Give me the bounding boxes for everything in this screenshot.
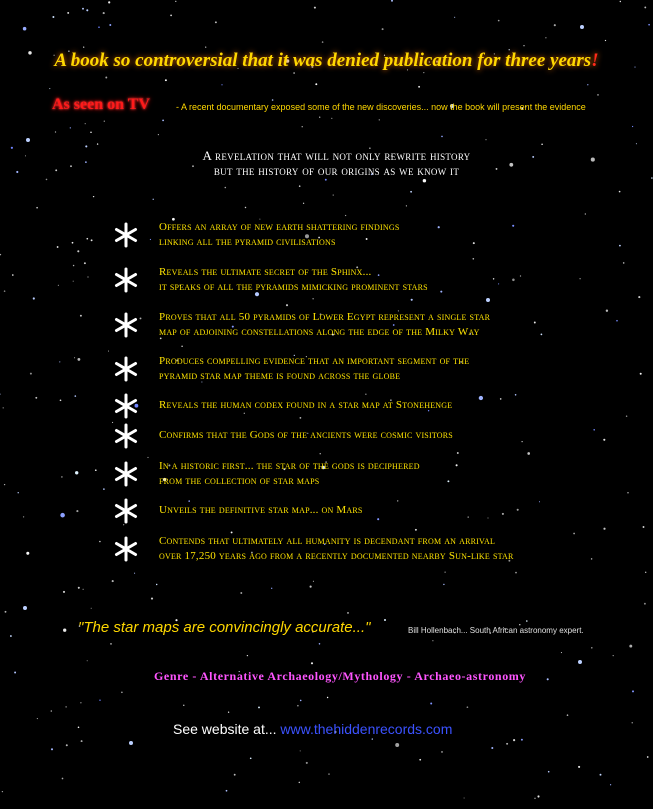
- star-dot: [345, 215, 346, 216]
- star-dot: [240, 592, 242, 594]
- star-dot: [537, 795, 539, 797]
- star-dot: [4, 290, 6, 292]
- star-dot: [430, 703, 432, 705]
- star-dot: [473, 258, 475, 260]
- star-dot: [83, 46, 84, 47]
- website-link[interactable]: www.thehiddenrecords.com: [280, 721, 453, 737]
- star-dot: [67, 12, 69, 14]
- headline: [0, 50, 653, 72]
- star-dot: [597, 94, 599, 96]
- star-dot: [165, 79, 167, 81]
- star-dot: [299, 185, 301, 187]
- star-dot: [110, 643, 112, 645]
- feature-line: Produces compelling evidence that an important segment of the: [159, 355, 470, 367]
- star-dot: [395, 743, 399, 747]
- star-dot: [77, 358, 80, 361]
- star-dot: [613, 655, 614, 656]
- star-dot: [30, 373, 32, 375]
- star-dot: [391, 0, 393, 2]
- star-dot: [306, 762, 308, 764]
- star-dot: [310, 586, 312, 588]
- star-dot: [33, 297, 35, 299]
- star-dot: [272, 99, 274, 101]
- star-dot: [87, 660, 88, 661]
- star-dot: [623, 262, 625, 264]
- star-dot: [75, 471, 78, 474]
- star-icon: [113, 312, 139, 338]
- star-dot: [629, 645, 632, 648]
- star-dot: [578, 766, 580, 768]
- star-dot: [300, 417, 302, 419]
- star-dot: [57, 246, 59, 248]
- feature-item: [159, 428, 629, 443]
- review-quote: "The star maps are convincingly accurate...": [78, 619, 371, 636]
- star-dot: [441, 751, 443, 753]
- feature-item: [159, 354, 629, 384]
- star-dot: [523, 45, 524, 46]
- star-dot: [300, 750, 301, 751]
- star-dot: [162, 120, 164, 122]
- star-icon: [113, 423, 139, 449]
- star-dot: [63, 629, 66, 632]
- star-dot: [644, 6, 646, 8]
- bright-star: [129, 741, 133, 745]
- feature-line: Offers an array of new earth shattering findings: [159, 221, 400, 233]
- star-dot: [58, 285, 59, 286]
- star-dot: [36, 207, 38, 209]
- bright-star: [486, 298, 490, 302]
- star-dot: [51, 748, 53, 750]
- genre-line: Genre - Alternative Archaeology/Mythology - Archaeo-astronomy: [154, 669, 526, 683]
- star-dot: [333, 195, 334, 196]
- star-dot: [527, 452, 530, 455]
- star-dot: [0, 254, 1, 255]
- star-dot: [498, 20, 500, 22]
- star-dot: [86, 238, 88, 240]
- headline-text: A book so controversial that it was denied publication for three years: [54, 50, 592, 71]
- star-dot: [5, 611, 7, 613]
- star-dot: [170, 14, 172, 16]
- documentary-note: - A recent documentary exposed some of the new discoveries... now the book will present the evidence: [176, 102, 586, 112]
- star-dot: [526, 620, 528, 622]
- star-dot: [63, 591, 65, 593]
- website-label: See website at...: [173, 721, 277, 737]
- star-dot: [74, 357, 75, 358]
- star-dot: [85, 123, 86, 124]
- star-dot: [2, 791, 3, 792]
- star-dot: [108, 351, 109, 352]
- feature-line: Contends that ultimately all humanity is decendant from an arrival: [159, 535, 496, 547]
- star-dot: [10, 635, 12, 637]
- star-dot: [377, 518, 379, 520]
- bright-star: [578, 660, 582, 664]
- star-dot: [600, 774, 602, 776]
- star-dot: [51, 710, 53, 712]
- feature-item: [159, 310, 629, 340]
- revelation-line-1: A revelation that will not only rewrite history: [202, 148, 471, 163]
- star-dot: [83, 589, 84, 590]
- as-seen-on-tv-label: As seen on TV: [52, 96, 150, 113]
- star-dot: [513, 739, 515, 741]
- star-dot: [286, 304, 288, 306]
- star-dot: [247, 655, 248, 656]
- star-dot: [632, 690, 634, 692]
- star-dot: [23, 27, 27, 31]
- star-dot: [35, 397, 37, 399]
- star-dot: [322, 41, 324, 43]
- star-dot: [72, 242, 74, 244]
- feature-line: over 17,250 years ago from a recently documented nearby Sun-like star: [159, 550, 514, 562]
- star-dot: [80, 702, 81, 703]
- star-dot: [441, 136, 443, 138]
- star-dot: [93, 196, 94, 197]
- star-dot: [534, 798, 535, 799]
- revelation-heading: [0, 148, 653, 178]
- feature-item: [159, 220, 629, 250]
- star-dot: [644, 603, 646, 605]
- star-dot: [91, 239, 93, 241]
- star-dot: [95, 469, 97, 471]
- star-dot: [84, 262, 86, 264]
- star-dot: [12, 274, 14, 276]
- star-dot: [548, 771, 550, 773]
- star-dot: [59, 361, 60, 362]
- star-dot: [188, 500, 190, 502]
- feature-line: it speaks of all the pyramids mimicking prominent stars: [159, 281, 428, 293]
- feature-item: [159, 459, 629, 489]
- star-dot: [382, 28, 384, 30]
- star-dot: [78, 727, 80, 729]
- star-icon: [113, 267, 139, 293]
- website-line: [173, 721, 452, 737]
- star-dot: [561, 652, 562, 653]
- star-dot: [151, 598, 153, 600]
- star-dot: [491, 747, 493, 749]
- star-dot: [406, 205, 407, 206]
- star-dot: [297, 705, 299, 707]
- star-dot: [103, 12, 105, 14]
- star-dot: [619, 191, 621, 193]
- feature-line: Proves that all 50 pyramids of Lower Egypt represent a single star: [159, 311, 491, 323]
- star-dot: [521, 739, 523, 741]
- star-dot: [632, 722, 633, 723]
- star-dot: [320, 453, 321, 454]
- star-dot: [384, 619, 386, 621]
- star-dot: [153, 199, 154, 200]
- star-dot: [554, 24, 556, 26]
- star-dot: [61, 476, 63, 478]
- feature-line: Reveals the ultimate secret of the Sphinx...: [159, 266, 372, 278]
- star-dot: [103, 488, 105, 490]
- star-dot: [293, 72, 295, 74]
- star-dot: [112, 580, 114, 582]
- star-dot: [60, 513, 65, 518]
- star-dot: [76, 510, 78, 512]
- star-dot: [123, 524, 124, 525]
- feature-item: [159, 534, 629, 564]
- star-dot: [134, 573, 135, 574]
- star-icon: [113, 536, 139, 562]
- star-dot: [603, 528, 605, 530]
- star-dot: [271, 588, 272, 589]
- star-dot: [73, 265, 75, 267]
- star-dot: [506, 743, 508, 745]
- star-dot: [638, 296, 640, 298]
- star-dot: [60, 399, 62, 401]
- star-dot: [643, 526, 645, 528]
- star-dot: [37, 718, 38, 719]
- star-dot: [372, 738, 373, 739]
- star-dot: [234, 774, 236, 776]
- star-dot: [49, 88, 50, 89]
- star-dot: [303, 203, 304, 204]
- star-dot: [18, 492, 19, 493]
- star-dot: [90, 131, 92, 133]
- star-dot: [26, 552, 29, 555]
- feature-line: Unveils the definitive star map... on Mars: [159, 504, 363, 516]
- star-dot: [99, 699, 100, 700]
- star-dot: [319, 643, 321, 645]
- star-dot: [65, 706, 66, 707]
- star-dot: [77, 250, 79, 252]
- star-dot: [379, 119, 380, 120]
- star-dot: [221, 84, 222, 85]
- star-dot: [156, 584, 157, 585]
- star-dot: [300, 700, 302, 702]
- star-dot: [258, 706, 260, 708]
- revelation-line-2: but the history of our origins as we know it: [213, 163, 460, 178]
- star-dot: [411, 299, 413, 301]
- star-dot: [86, 9, 88, 11]
- star-dot: [70, 127, 71, 128]
- star-dot: [46, 179, 48, 181]
- star-dot: [315, 83, 317, 85]
- star-dot: [620, 1, 621, 2]
- feature-line: linking all the pyramid civilisations: [159, 236, 336, 248]
- star-dot: [432, 640, 433, 641]
- star-dot: [150, 239, 151, 240]
- star-dot: [97, 143, 98, 144]
- star-dot: [610, 784, 611, 785]
- star-dot: [226, 790, 228, 792]
- star-dot: [464, 797, 465, 798]
- star-dot: [99, 541, 101, 543]
- star-dot: [23, 516, 24, 517]
- star-dot: [245, 207, 246, 208]
- feature-line: Reveals the human codex found in a star map at Stonehenge: [159, 399, 453, 411]
- star-dot: [647, 756, 649, 758]
- star-dot: [80, 315, 82, 317]
- feature-line: Confirms that the Gods of the ancients were cosmic visitors: [159, 429, 453, 441]
- star-dot: [457, 452, 459, 454]
- star-dot: [55, 131, 56, 132]
- star-dot: [299, 782, 301, 784]
- star-dot: [4, 484, 5, 485]
- feature-line: from the collection of star maps: [159, 475, 320, 487]
- star-dot: [319, 117, 320, 118]
- star-dot: [419, 759, 421, 761]
- star-dot: [485, 139, 486, 140]
- star-dot: [140, 317, 142, 319]
- star-icon: [113, 498, 139, 524]
- star-dot: [331, 118, 332, 119]
- star-dot: [545, 37, 546, 38]
- star-dot: [104, 121, 105, 122]
- star-dot: [443, 584, 444, 585]
- star-dot: [591, 647, 593, 649]
- star-dot: [314, 7, 316, 9]
- quote-attribution: Bill Hollenbach... South African astronomy expert.: [408, 626, 584, 635]
- star-dot: [585, 213, 586, 214]
- feature-line: map of adjoining constellations along the edge of the Milky Way: [159, 326, 480, 338]
- star-dot: [81, 740, 83, 742]
- star-dot: [423, 179, 426, 182]
- star-dot: [632, 126, 633, 127]
- feature-line: pyramid star map theme is found across the globe: [159, 370, 401, 382]
- star-dot: [327, 697, 328, 698]
- star-dot: [225, 187, 227, 189]
- bright-star: [23, 606, 27, 610]
- star-dot: [3, 407, 4, 408]
- star-dot: [250, 757, 252, 759]
- star-icon: [113, 222, 139, 248]
- star-dot: [423, 72, 424, 73]
- star-icon: [113, 356, 139, 382]
- star-dot: [312, 298, 313, 299]
- star-dot: [645, 572, 646, 573]
- star-dot: [82, 8, 84, 10]
- star-dot: [105, 77, 107, 79]
- star-dot: [587, 84, 588, 85]
- feature-line: In a historic first... the star of the gods is deciphered: [159, 460, 420, 472]
- star-dot: [62, 778, 64, 780]
- star-dot: [627, 492, 628, 493]
- bright-star: [26, 138, 30, 142]
- star-dot: [91, 608, 92, 609]
- star-dot: [98, 26, 100, 28]
- star-icon: [113, 461, 139, 487]
- star-dot: [147, 457, 148, 458]
- star-dot: [183, 705, 184, 706]
- star-dot: [328, 773, 329, 774]
- star-dot: [515, 572, 517, 574]
- star-dot: [52, 16, 54, 18]
- star-icon: [113, 393, 139, 419]
- star-dot: [228, 712, 229, 713]
- star-dot: [109, 24, 111, 26]
- star-dot: [215, 21, 217, 23]
- star-dot: [365, 394, 366, 395]
- star-dot: [181, 345, 183, 347]
- star-dot: [66, 744, 68, 746]
- star-dot: [454, 17, 455, 18]
- star-dot: [73, 281, 74, 282]
- star-dot: [636, 143, 637, 144]
- star-dot: [605, 40, 606, 41]
- star-dot: [415, 529, 417, 531]
- star-dot: [311, 662, 313, 664]
- star-dot: [648, 24, 650, 26]
- star-dot: [87, 276, 88, 277]
- star-dot: [626, 415, 627, 416]
- star-dot: [640, 373, 642, 375]
- star-dot: [108, 1, 110, 3]
- star-dot: [347, 612, 349, 614]
- star-dot: [158, 134, 159, 135]
- star-dot: [302, 126, 303, 127]
- star-dot: [121, 691, 123, 693]
- star-dot: [444, 571, 445, 572]
- star-dot: [467, 706, 469, 708]
- star-dot: [541, 144, 543, 146]
- star-dot: [418, 86, 420, 88]
- star-dot: [397, 500, 398, 501]
- star-dot: [78, 587, 80, 589]
- star-dot: [515, 394, 517, 396]
- feature-item: [159, 503, 629, 518]
- star-dot: [75, 395, 77, 397]
- star-dot: [0, 394, 1, 395]
- star-dot: [325, 179, 327, 181]
- star-dot: [205, 46, 206, 47]
- headline-exclamation: !: [591, 50, 599, 71]
- star-dot: [567, 714, 569, 716]
- star-dot: [410, 191, 412, 193]
- bright-star: [580, 25, 584, 29]
- star-dot: [313, 581, 314, 582]
- star-dot: [175, 1, 176, 2]
- feature-item: [159, 398, 629, 413]
- feature-item: [159, 265, 629, 295]
